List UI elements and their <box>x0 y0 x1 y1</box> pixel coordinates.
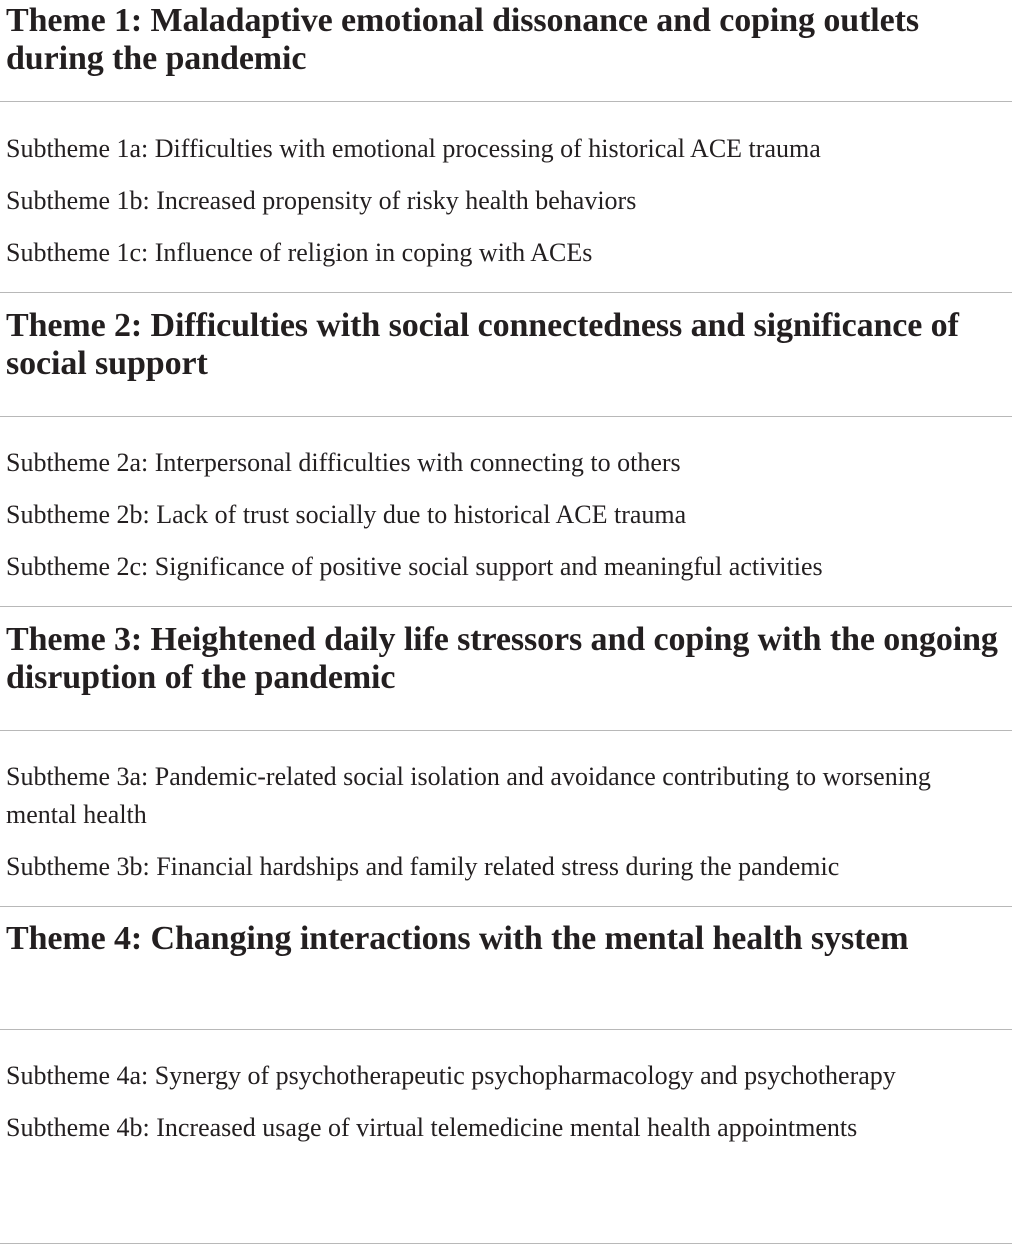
subtheme-1c: Subtheme 1c: Influence of religion in coping with ACEs <box>6 238 593 267</box>
subtheme-1a: Subtheme 1a: Difficulties with emotional processing of historical ACE trauma <box>6 134 821 163</box>
subtheme-2c: Subtheme 2c: Significance of positive social support and meaningful activities <box>6 552 823 581</box>
subtheme-4b: Subtheme 4b: Increased usage of virtual telemedicine mental health appointments <box>6 1113 858 1142</box>
theme-1-title: Theme 1: Maladaptive emotional dissonance and coping outlets during the pandemic <box>6 2 919 77</box>
subtheme-3b: Subtheme 3b: Financial hardships and family related stress during the pandemic <box>6 852 840 881</box>
subtheme-2a: Subtheme 2a: Interpersonal difficulties with connecting to others <box>6 448 681 477</box>
subtheme-2b: Subtheme 2b: Lack of trust socially due to historical ACE trauma <box>6 500 687 529</box>
theme-2-title: Theme 2: Difficulties with social connectedness and significance of social support <box>6 307 959 382</box>
theme-3-subthemes <box>0 731 1012 907</box>
theme-4-title: Theme 4: Changing interactions with the mental health system <box>6 920 909 957</box>
theme-4-subthemes <box>0 1030 1012 1244</box>
theme-4-header <box>0 907 1012 1030</box>
theme-1-header <box>0 0 1012 102</box>
theme-2-header <box>0 293 1012 417</box>
theme-3-title: Theme 3: Heightened daily life stressors and coping with the ongoing disruption of the pandemic <box>6 621 998 696</box>
theme-1-subthemes <box>0 102 1012 293</box>
subtheme-1b: Subtheme 1b: Increased propensity of risky health behaviors <box>6 186 637 215</box>
theme-3-header <box>0 607 1012 731</box>
theme-2-subthemes <box>0 417 1012 607</box>
subtheme-4a: Subtheme 4a: Synergy of psychotherapeutic psychopharmacology and psychotherapy <box>6 1061 896 1090</box>
subtheme-3a: Subtheme 3a: Pandemic-related social isolation and avoidance contributing to worsening mental health <box>6 762 931 829</box>
